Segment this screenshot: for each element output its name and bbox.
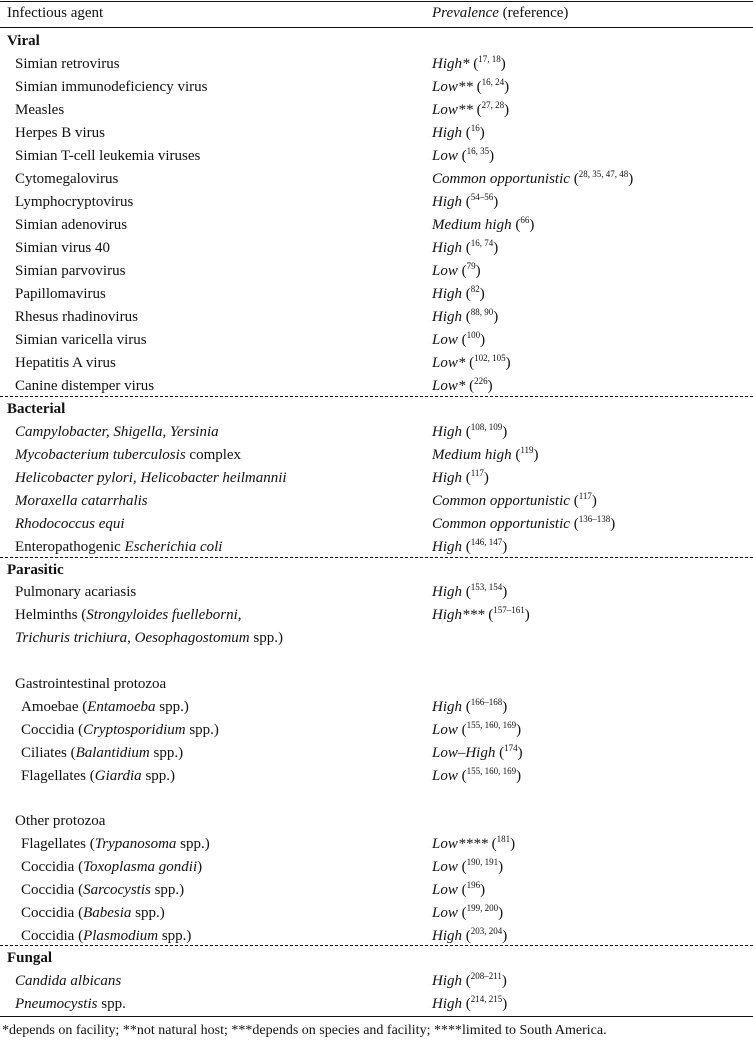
table-row (0, 214, 753, 236)
prevalence-value: Low** ($^{16, 24}$) (432, 77, 510, 95)
agent-name: Papillomavirus (15, 286, 106, 302)
agent-name: Simian immunodeficiency virus (15, 79, 208, 95)
prevalence-value: Low**** ($^{181}$) (432, 834, 516, 852)
category-bacterial: Bacterial (7, 401, 66, 417)
agent-name: Enteropathogenic Escherichia coli (15, 539, 223, 555)
agent-name: Canine distemper virus (15, 378, 155, 394)
table-row (0, 856, 753, 878)
prevalence-value: Low ($^{199, 200}$) (432, 903, 504, 921)
agent-name: Simian retrovirus (15, 56, 120, 72)
table-row (0, 76, 753, 98)
prevalence-value: Low ($^{155, 160, 169}$) (432, 720, 522, 738)
table-row (0, 306, 753, 328)
table-row (0, 260, 753, 282)
category-parasitic: Parasitic (7, 562, 64, 578)
prevalence-value: Common opportunistic ($^{28, 35, 47, 48}$) (432, 169, 634, 187)
prevalence-value: High ($^{166-168}$) (432, 697, 508, 715)
table-row (0, 833, 753, 855)
agent-name: Measles (15, 102, 65, 118)
table-row (0, 122, 753, 144)
agent-name: Candida albicans (15, 973, 122, 989)
table-row (0, 970, 753, 992)
table-row (0, 283, 753, 305)
bottom-rule (0, 1016, 753, 1017)
prevalence-value: High ($^{214, 215}$) (432, 994, 508, 1012)
table-row (0, 902, 753, 924)
table-row (0, 53, 753, 75)
table-row-helminths-cont: Trichuris trichiura, Oesophagostomum spp.) (15, 630, 283, 646)
prevalence-value: High ($^{16}$) (432, 123, 485, 141)
category-viral: Viral (7, 33, 40, 49)
prevalence-value: Low ($^{16, 35}$) (432, 146, 495, 164)
subheading-other-protozoa: Other protozoa (15, 813, 106, 829)
table-row (0, 536, 753, 558)
agent-name: Herpes B virus (15, 125, 105, 141)
agent-name: Cytomegalovirus (15, 171, 119, 187)
agent-name: Rhesus rhadinovirus (15, 309, 138, 325)
table-row (0, 925, 753, 947)
header-row (0, 2, 753, 24)
prevalence-value: Common opportunistic ($^{136-138}$) (432, 514, 616, 532)
agent-name: Ciliates (Balantidium spp.) (21, 745, 184, 761)
table-row (0, 490, 753, 512)
table-row (0, 191, 753, 213)
category-fungal: Fungal (7, 950, 53, 966)
section-divider (0, 557, 753, 558)
table-row (0, 99, 753, 121)
table-row (0, 329, 753, 351)
agent-name: Simian varicella virus (15, 332, 147, 348)
agent-name: Simian adenovirus (15, 217, 128, 233)
header-prevalence: Prevalence (reference) (432, 5, 569, 21)
prevalence-value: Low ($^{155, 160, 169}$) (432, 766, 522, 784)
agent-name: Helicobacter pylori, Helicobacter heilmannii (15, 470, 287, 486)
prevalence-value: High ($^{203, 204}$) (432, 926, 508, 944)
prevalence-value: High ($^{146, 147}$) (432, 537, 508, 555)
agent-name: Pneumocystis spp. (15, 996, 126, 1012)
agent-name: Flagellates (Trypanosoma spp.) (21, 836, 210, 852)
table-row (0, 513, 753, 535)
agent-name: Coccidia (Sarcocystis spp.) (21, 882, 185, 898)
prevalence-value: High* ($^{17, 18}$) (432, 54, 506, 72)
prevalence-value: Low ($^{190, 191}$) (432, 857, 504, 875)
table-row (0, 352, 753, 374)
prevalence-value: High ($^{16, 74}$) (432, 238, 499, 256)
agent-name: Moraxella catarrhalis (15, 493, 148, 509)
agent-name: Coccidia (Cryptosporidium spp.) (21, 722, 219, 738)
agent-name: Coccidia (Babesia spp.) (21, 905, 165, 921)
agent-name: Simian parvovirus (15, 263, 126, 279)
table-row (0, 467, 753, 489)
table-row: Pulmonary acariasis High ($^{153, 154}$) (15, 582, 508, 600)
table-row (0, 696, 753, 718)
agent-name: Coccidia (Plasmodium spp.) (21, 928, 192, 944)
section-divider (0, 945, 753, 946)
table-row (0, 765, 753, 787)
prevalence-value: High ($^{82}$) (432, 284, 485, 302)
prevalence-value: Low ($^{79}$) (432, 261, 481, 279)
prevalence-value: High ($^{54-56}$) (432, 192, 499, 210)
prevalence-value: High ($^{88, 90}$) (432, 307, 499, 325)
table-row (0, 993, 753, 1015)
prevalence-value: Low** ($^{27, 28}$) (432, 100, 510, 118)
table-row (0, 237, 753, 259)
table-row-helminths: Helminths (Strongyloides fuelleborni, High*** ($^{157-161}$) (15, 605, 530, 623)
table-row (0, 742, 753, 764)
agent-name: Coccidia (Toxoplasma gondii) (21, 859, 203, 875)
agent-name: Rhodococcus equi (15, 516, 125, 532)
table-row (0, 375, 753, 397)
agent-name: Flagellates (Giardia spp.) (21, 768, 176, 784)
agent-name: Lymphocryptovirus (15, 194, 134, 210)
agent-name: Mycobacterium tuberculosis complex (15, 447, 242, 463)
prevalence-value: Medium high ($^{119}$) (432, 445, 539, 463)
header-agent: Infectious agent (7, 5, 104, 21)
subheading-gi-protozoa: Gastrointestinal protozoa (15, 676, 167, 692)
agent-name: Campylobacter, Shigella, Yersinia (15, 424, 219, 440)
table-row (0, 719, 753, 741)
prevalence-value: Medium high ($^{66}$) (432, 215, 535, 233)
prevalence-value: Low* ($^{102, 105}$) (432, 353, 511, 371)
prevalence-value: High ($^{108, 109}$) (432, 422, 508, 440)
prevalence-value: High ($^{117}$) (432, 468, 489, 486)
agent-name: Simian T-cell leukemia viruses (15, 148, 201, 164)
table-row (0, 145, 753, 167)
prevalence-value: Common opportunistic ($^{117}$) (432, 491, 597, 509)
table-row (0, 421, 753, 443)
table-row (0, 879, 753, 901)
prevalence-value: Low ($^{196}$) (432, 880, 486, 898)
table-row (0, 168, 753, 190)
header-rule (0, 27, 753, 28)
agent-name: Simian virus 40 (15, 240, 111, 256)
table-row (0, 444, 753, 466)
prevalence-value: Low ($^{100}$) (432, 330, 486, 348)
footnote: *depends on facility; **not natural host; ***depends on species and facility; ****limited to South America. (2, 1023, 607, 1038)
agent-name: Amoebae (Entamoeba spp.) (21, 699, 189, 715)
prevalence-value: Low–High ($^{174}$) (432, 743, 523, 761)
agent-name: Hepatitis A virus (15, 355, 116, 371)
prevalence-value: Low* ($^{226}$) (432, 376, 493, 394)
prevalence-value: High ($^{208-211}$) (432, 971, 507, 989)
section-divider (0, 396, 753, 397)
